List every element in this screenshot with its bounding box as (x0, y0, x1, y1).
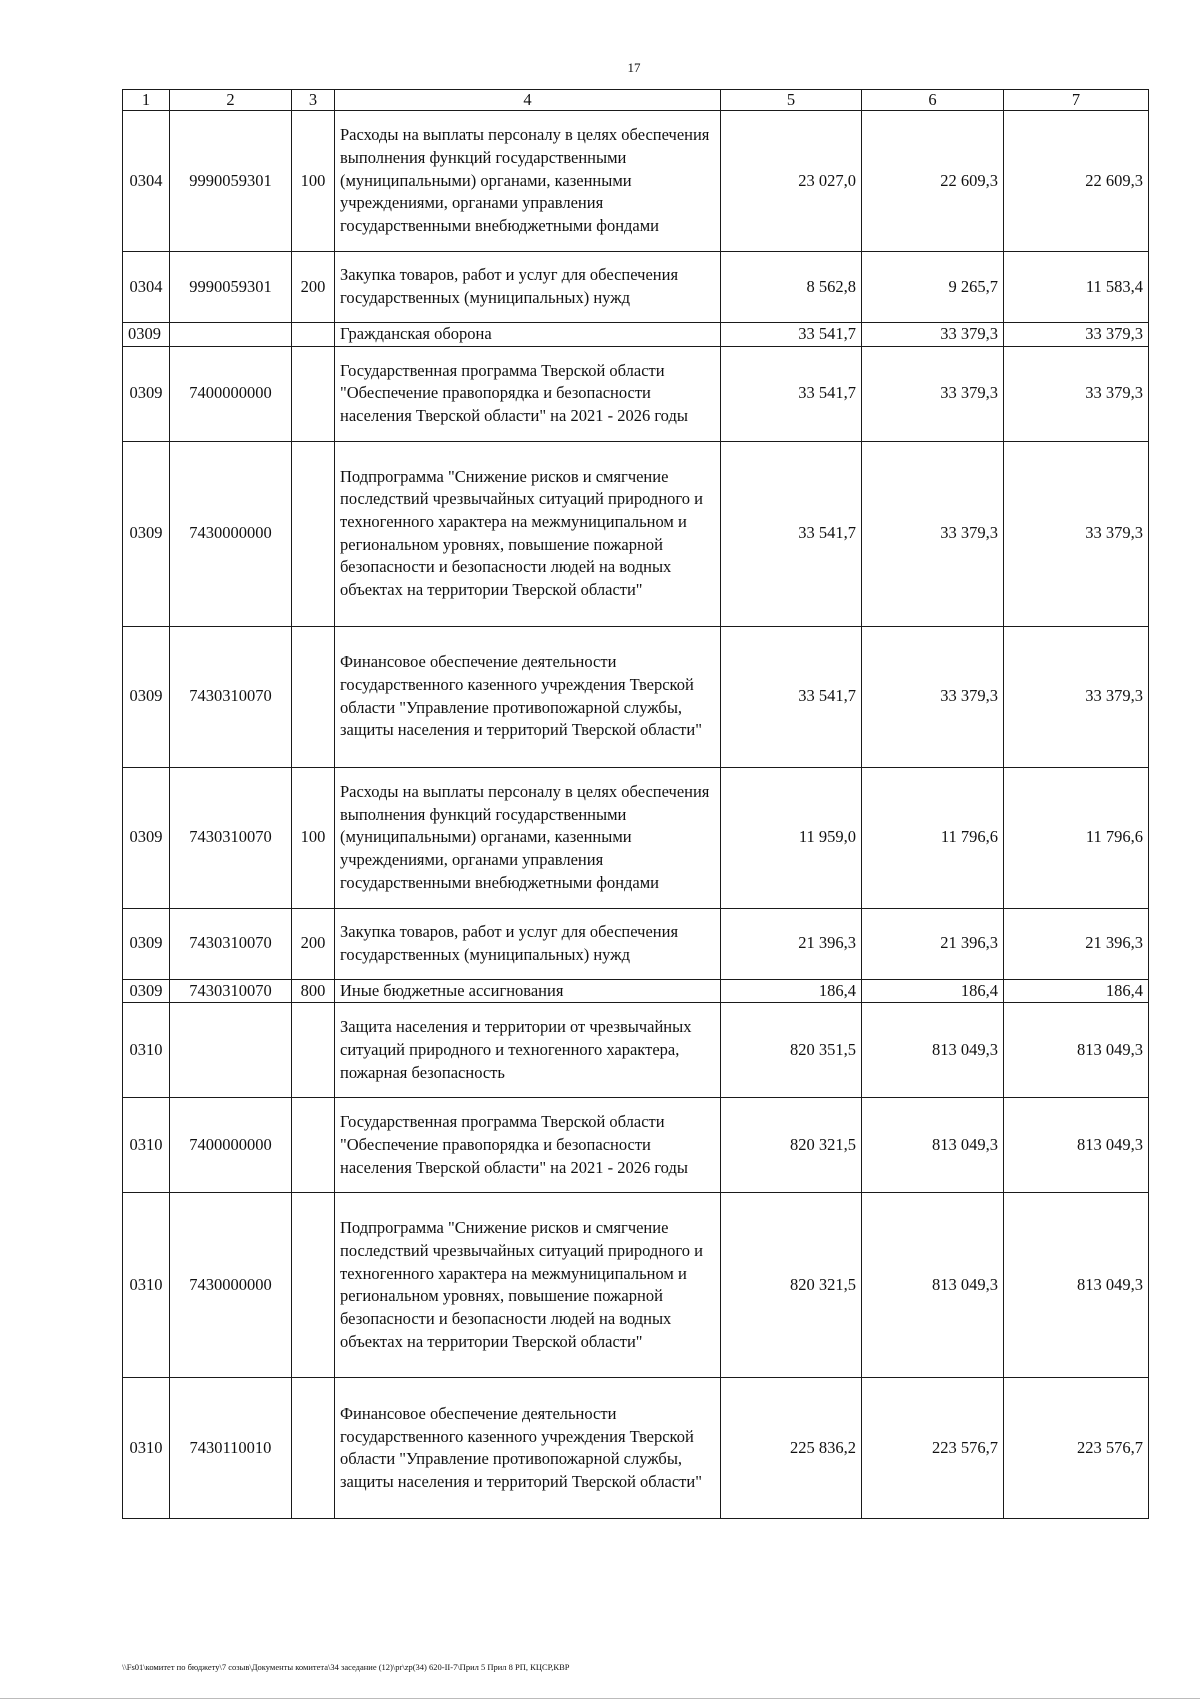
table-row (123, 979, 1149, 1003)
amount-col7-cell: 22 609,3 (1004, 111, 1149, 252)
amount-col6-cell: 813 049,3 (862, 1003, 1004, 1098)
target-article-cell: 9990059301 (170, 252, 292, 323)
amount-col7-cell: 11 796,6 (1004, 767, 1149, 908)
expense-type-cell (292, 1098, 335, 1193)
section-code-cell: 0309 (123, 346, 170, 441)
target-article-cell: 7400000000 (170, 346, 292, 441)
target-article-cell: 9990059301 (170, 111, 292, 252)
section-code-cell: 0309 (123, 323, 170, 347)
item-name-cell: Государственная программа Тверской области "Обеспечение правопорядка и безопасности населения Тверской области" на 2021 - 2026 годы (335, 346, 721, 441)
expense-type-cell (292, 441, 335, 626)
amount-col5-cell: 8 562,8 (721, 252, 862, 323)
expense-type-cell: 800 (292, 979, 335, 1003)
table-row (123, 1003, 1149, 1098)
amount-col7-cell: 813 049,3 (1004, 1003, 1149, 1098)
section-code-cell: 0310 (123, 1098, 170, 1193)
amount-col6-cell: 9 265,7 (862, 252, 1004, 323)
expense-type-cell: 200 (292, 252, 335, 323)
table-row (123, 1098, 1149, 1193)
item-name-cell: Защита населения и территории от чрезвычайных ситуаций природного и техногенного характера, пожарная безопасность (335, 1003, 721, 1098)
target-article-cell (170, 323, 292, 347)
amount-col7-cell: 813 049,3 (1004, 1193, 1149, 1378)
target-article-cell (170, 1003, 292, 1098)
table-row (123, 323, 1149, 347)
item-name-cell: Закупка товаров, работ и услуг для обеспечения государственных (муниципальных) нужд (335, 908, 721, 979)
page-edge-divider (0, 1698, 1200, 1699)
table-row (123, 441, 1149, 626)
section-code-cell: 0309 (123, 979, 170, 1003)
amount-col5-cell: 33 541,7 (721, 441, 862, 626)
expense-type-cell (292, 323, 335, 347)
column-header: 1 (123, 90, 170, 111)
section-code-cell: 0310 (123, 1003, 170, 1098)
table-row (123, 1193, 1149, 1378)
section-code-cell: 0310 (123, 1193, 170, 1378)
expense-type-cell (292, 1378, 335, 1519)
amount-col5-cell: 820 351,5 (721, 1003, 862, 1098)
item-name-cell: Финансовое обеспечение деятельности государственного казенного учреждения Тверской области "Управление противопожарной службы, защиты населения и территорий Тверской области" (335, 626, 721, 767)
amount-col7-cell: 223 576,7 (1004, 1378, 1149, 1519)
amount-col5-cell: 11 959,0 (721, 767, 862, 908)
target-article-cell: 7430310070 (170, 626, 292, 767)
expense-type-cell (292, 1193, 335, 1378)
item-name-cell: Иные бюджетные ассигнования (335, 979, 721, 1003)
expense-type-cell: 100 (292, 111, 335, 252)
section-code-cell: 0304 (123, 111, 170, 252)
item-name-cell: Финансовое обеспечение деятельности государственного казенного учреждения Тверской области "Управление противопожарной службы, защиты населения и территорий Тверской области" (335, 1378, 721, 1519)
column-header: 4 (335, 90, 721, 111)
amount-col7-cell: 11 583,4 (1004, 252, 1149, 323)
amount-col5-cell: 33 541,7 (721, 346, 862, 441)
table-row (123, 626, 1149, 767)
file-path-footer: \\Fs01\комитет по бюджету\7 созыв\Документы комитета\34 заседание (12)\pr\zp(34) 620-II-7\Прил 5 Прил 8 РП, КЦСР,КВР (122, 1662, 570, 1672)
target-article-cell: 7430310070 (170, 908, 292, 979)
section-code-cell: 0309 (123, 441, 170, 626)
column-number-header-row (123, 90, 1149, 111)
amount-col7-cell: 186,4 (1004, 979, 1149, 1003)
amount-col6-cell: 33 379,3 (862, 626, 1004, 767)
section-code-cell: 0310 (123, 1378, 170, 1519)
section-code-cell: 0309 (123, 626, 170, 767)
section-code-cell: 0304 (123, 252, 170, 323)
amount-col6-cell: 223 576,7 (862, 1378, 1004, 1519)
amount-col5-cell: 21 396,3 (721, 908, 862, 979)
item-name-cell: Расходы на выплаты персоналу в целях обеспечения выполнения функций государственными (муниципальными) органами, казенными учреждениями, органами управления государственными внебюджетными фондами (335, 111, 721, 252)
column-header: 6 (862, 90, 1004, 111)
target-article-cell: 7430000000 (170, 441, 292, 626)
page-number: 17 (627, 60, 641, 75)
table-row (123, 767, 1149, 908)
table-row (123, 346, 1149, 441)
target-article-cell: 7430310070 (170, 767, 292, 908)
amount-col5-cell: 33 541,7 (721, 626, 862, 767)
amount-col5-cell: 33 541,7 (721, 323, 862, 347)
target-article-cell: 7430110010 (170, 1378, 292, 1519)
amount-col6-cell: 33 379,3 (862, 441, 1004, 626)
amount-col7-cell: 21 396,3 (1004, 908, 1149, 979)
amount-col6-cell: 22 609,3 (862, 111, 1004, 252)
table-row (123, 908, 1149, 979)
table-row (123, 252, 1149, 323)
amount-col7-cell: 33 379,3 (1004, 346, 1149, 441)
target-article-cell: 7430000000 (170, 1193, 292, 1378)
section-code-cell: 0309 (123, 767, 170, 908)
table-row (123, 1378, 1149, 1519)
amount-col6-cell: 33 379,3 (862, 323, 1004, 347)
amount-col5-cell: 186,4 (721, 979, 862, 1003)
amount-col5-cell: 820 321,5 (721, 1193, 862, 1378)
amount-col7-cell: 33 379,3 (1004, 626, 1149, 767)
amount-col7-cell: 33 379,3 (1004, 323, 1149, 347)
amount-col6-cell: 186,4 (862, 979, 1004, 1003)
column-header: 3 (292, 90, 335, 111)
amount-col7-cell: 813 049,3 (1004, 1098, 1149, 1193)
target-article-cell: 7400000000 (170, 1098, 292, 1193)
amount-col5-cell: 23 027,0 (721, 111, 862, 252)
expense-type-cell (292, 626, 335, 767)
amount-col6-cell: 21 396,3 (862, 908, 1004, 979)
amount-col6-cell: 813 049,3 (862, 1193, 1004, 1378)
column-header: 5 (721, 90, 862, 111)
column-header: 7 (1004, 90, 1149, 111)
item-name-cell: Государственная программа Тверской области "Обеспечение правопорядка и безопасности населения Тверской области" на 2021 - 2026 годы (335, 1098, 721, 1193)
section-code-cell: 0309 (123, 908, 170, 979)
amount-col5-cell: 225 836,2 (721, 1378, 862, 1519)
amount-col6-cell: 813 049,3 (862, 1098, 1004, 1193)
expense-type-cell: 100 (292, 767, 335, 908)
item-name-cell: Закупка товаров, работ и услуг для обеспечения государственных (муниципальных) нужд (335, 252, 721, 323)
item-name-cell: Расходы на выплаты персоналу в целях обеспечения выполнения функций государственными (муниципальными) органами, казенными учреждениями, органами управления государственными внебюджетными фондами (335, 767, 721, 908)
expense-type-cell (292, 1003, 335, 1098)
item-name-cell: Подпрограмма "Снижение рисков и смягчение последствий чрезвычайных ситуаций природного и техногенного характера на межмуниципальном и региональном уровнях, повышение пожарной безопасности и безопасности людей на водных объектах на территории Тверской области" (335, 441, 721, 626)
item-name-cell: Гражданская оборона (335, 323, 721, 347)
table-row (123, 111, 1149, 252)
column-header: 2 (170, 90, 292, 111)
target-article-cell: 7430310070 (170, 979, 292, 1003)
amount-col5-cell: 820 321,5 (721, 1098, 862, 1193)
item-name-cell: Подпрограмма "Снижение рисков и смягчение последствий чрезвычайных ситуаций природного и техногенного характера на межмуниципальном и региональном уровнях, повышение пожарной безопасности и безопасности людей на водных объектах на территории Тверской области" (335, 1193, 721, 1378)
amount-col6-cell: 33 379,3 (862, 346, 1004, 441)
amount-col6-cell: 11 796,6 (862, 767, 1004, 908)
budget-table (122, 89, 1149, 1519)
expense-type-cell (292, 346, 335, 441)
expense-type-cell: 200 (292, 908, 335, 979)
amount-col7-cell: 33 379,3 (1004, 441, 1149, 626)
